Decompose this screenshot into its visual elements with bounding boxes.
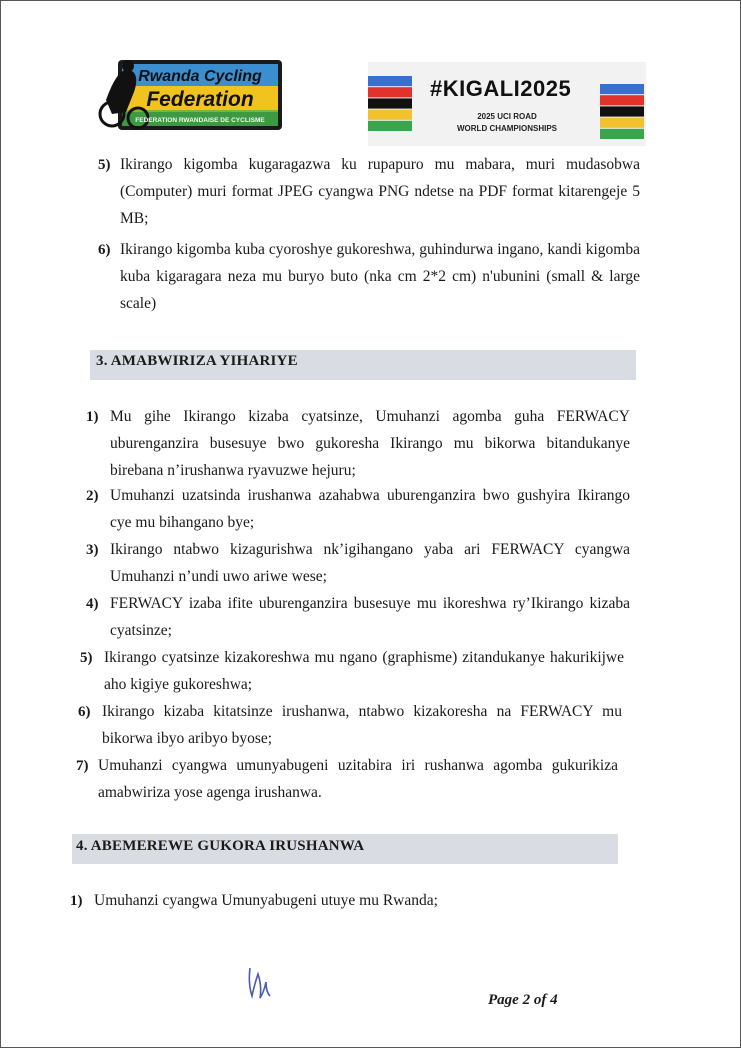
section-3-item-7-number: 7) [76,758,89,774]
stripe-1 [600,95,644,105]
section-3-item-6-text: Ikirango kizaba kitatsinze irushanwa, ntabwo kizakoresha na FERWACY mu bikorwa ibyo aribyo byose; [102,703,622,747]
logo-line2: Federation [146,88,254,111]
section-3-item-3-number: 3) [86,542,99,558]
section-3-item-6-number: 6) [78,704,91,720]
stripe-0 [368,76,412,86]
section-3-item-3-text: Ikirango ntabwo kizagurishwa nk’igihangano yaba ari FERWACY cyangwa Umuhanzi n’undi uwo ariwe wese; [110,541,630,585]
section-3-item-5-text: Ikirango cyatsinze kizakoreshwa mu ngano (graphisme) zitandukanye hakurikijwe aho kigiye gukoreshwa; [104,649,624,693]
section-3-item-7-text: Umuhanzi cyangwa umunyabugeni uzitabira iri rushanwa agomba gukurikiza amabwiriza yose agenga irushanwa. [98,757,618,801]
stripe-2 [368,98,412,108]
page-number: Page 2 of 4 [488,992,558,1008]
logo-line1: Rwanda Cycling [138,68,262,85]
section-4-item-1-text: Umuhanzi cyangwa Umunyabugeni utuye mu Rwanda; [94,892,438,909]
intro-item-6-text: Ikirango kigomba kuba cyoroshye gukoreshwa, guhindurwa ingano, kandi kigomba kuba kigaragara neza mu buryo buto (nka cm 2*2 cm) n'ubunini (small & large scale) [120,241,640,312]
rwanda-cycling-federation-logo [96,56,286,134]
kigali2025-logo [368,62,646,146]
handwritten-signature-icon [244,962,274,1002]
stripe-0 [600,84,644,94]
intro-item-5-number: 5) [98,157,111,173]
intro-item-6-number: 6) [98,242,111,258]
section-4-item-1-number: 1) [70,893,83,909]
section-3-heading: 3. AMABWIRIZA YIHARIYE [96,353,298,369]
logo-line3: FEDERATION RWANDAISE DE CYCLISME [135,117,265,124]
kigali-title: #KIGALI2025 [430,76,572,101]
section-3-item-1-number: 1) [86,409,99,425]
intro-item-5-text: Ikirango kigomba kugaragazwa ku rupapuro mu mabara, muri mudasobwa (Computer) muri format JPEG cyangwa PNG ndetse na PDF format kitarengeje 5 MB; [120,156,640,227]
section-3-item-1-text: Mu gihe Ikirango kizaba cyatsinze, Umuhanzi agomba guha FERWACY uburenganzira busesuye bwo gukoresha Ikirango mu bikorwa bitandukanye birebana n’irushanwa ryavuzwe hejuru; [110,408,630,479]
section-4-heading: 4. ABEMEREWE GUKORA IRUSHANWA [76,838,365,854]
section-3-item-5-number: 5) [80,650,93,666]
section-3-item-2-number: 2) [86,488,99,504]
kigali-subtitle-2: WORLD CHAMPIONSHIPS [457,124,557,133]
section-3-item-4-number: 4) [86,596,99,612]
kigali-subtitle-1: 2025 UCI ROAD [477,112,537,121]
section-3-item-2-text: Umuhanzi uzatsinda irushanwa azahabwa uburenganzira bwo gushyira Ikirango cye mu bihangano bye; [110,487,630,531]
section-3-item-4-text: FERWACY izaba ifite uburenganzira busesuye mu ikoreshwa ry’Ikirango kizaba cyatsinze; [110,595,630,639]
stripe-1 [368,87,412,97]
